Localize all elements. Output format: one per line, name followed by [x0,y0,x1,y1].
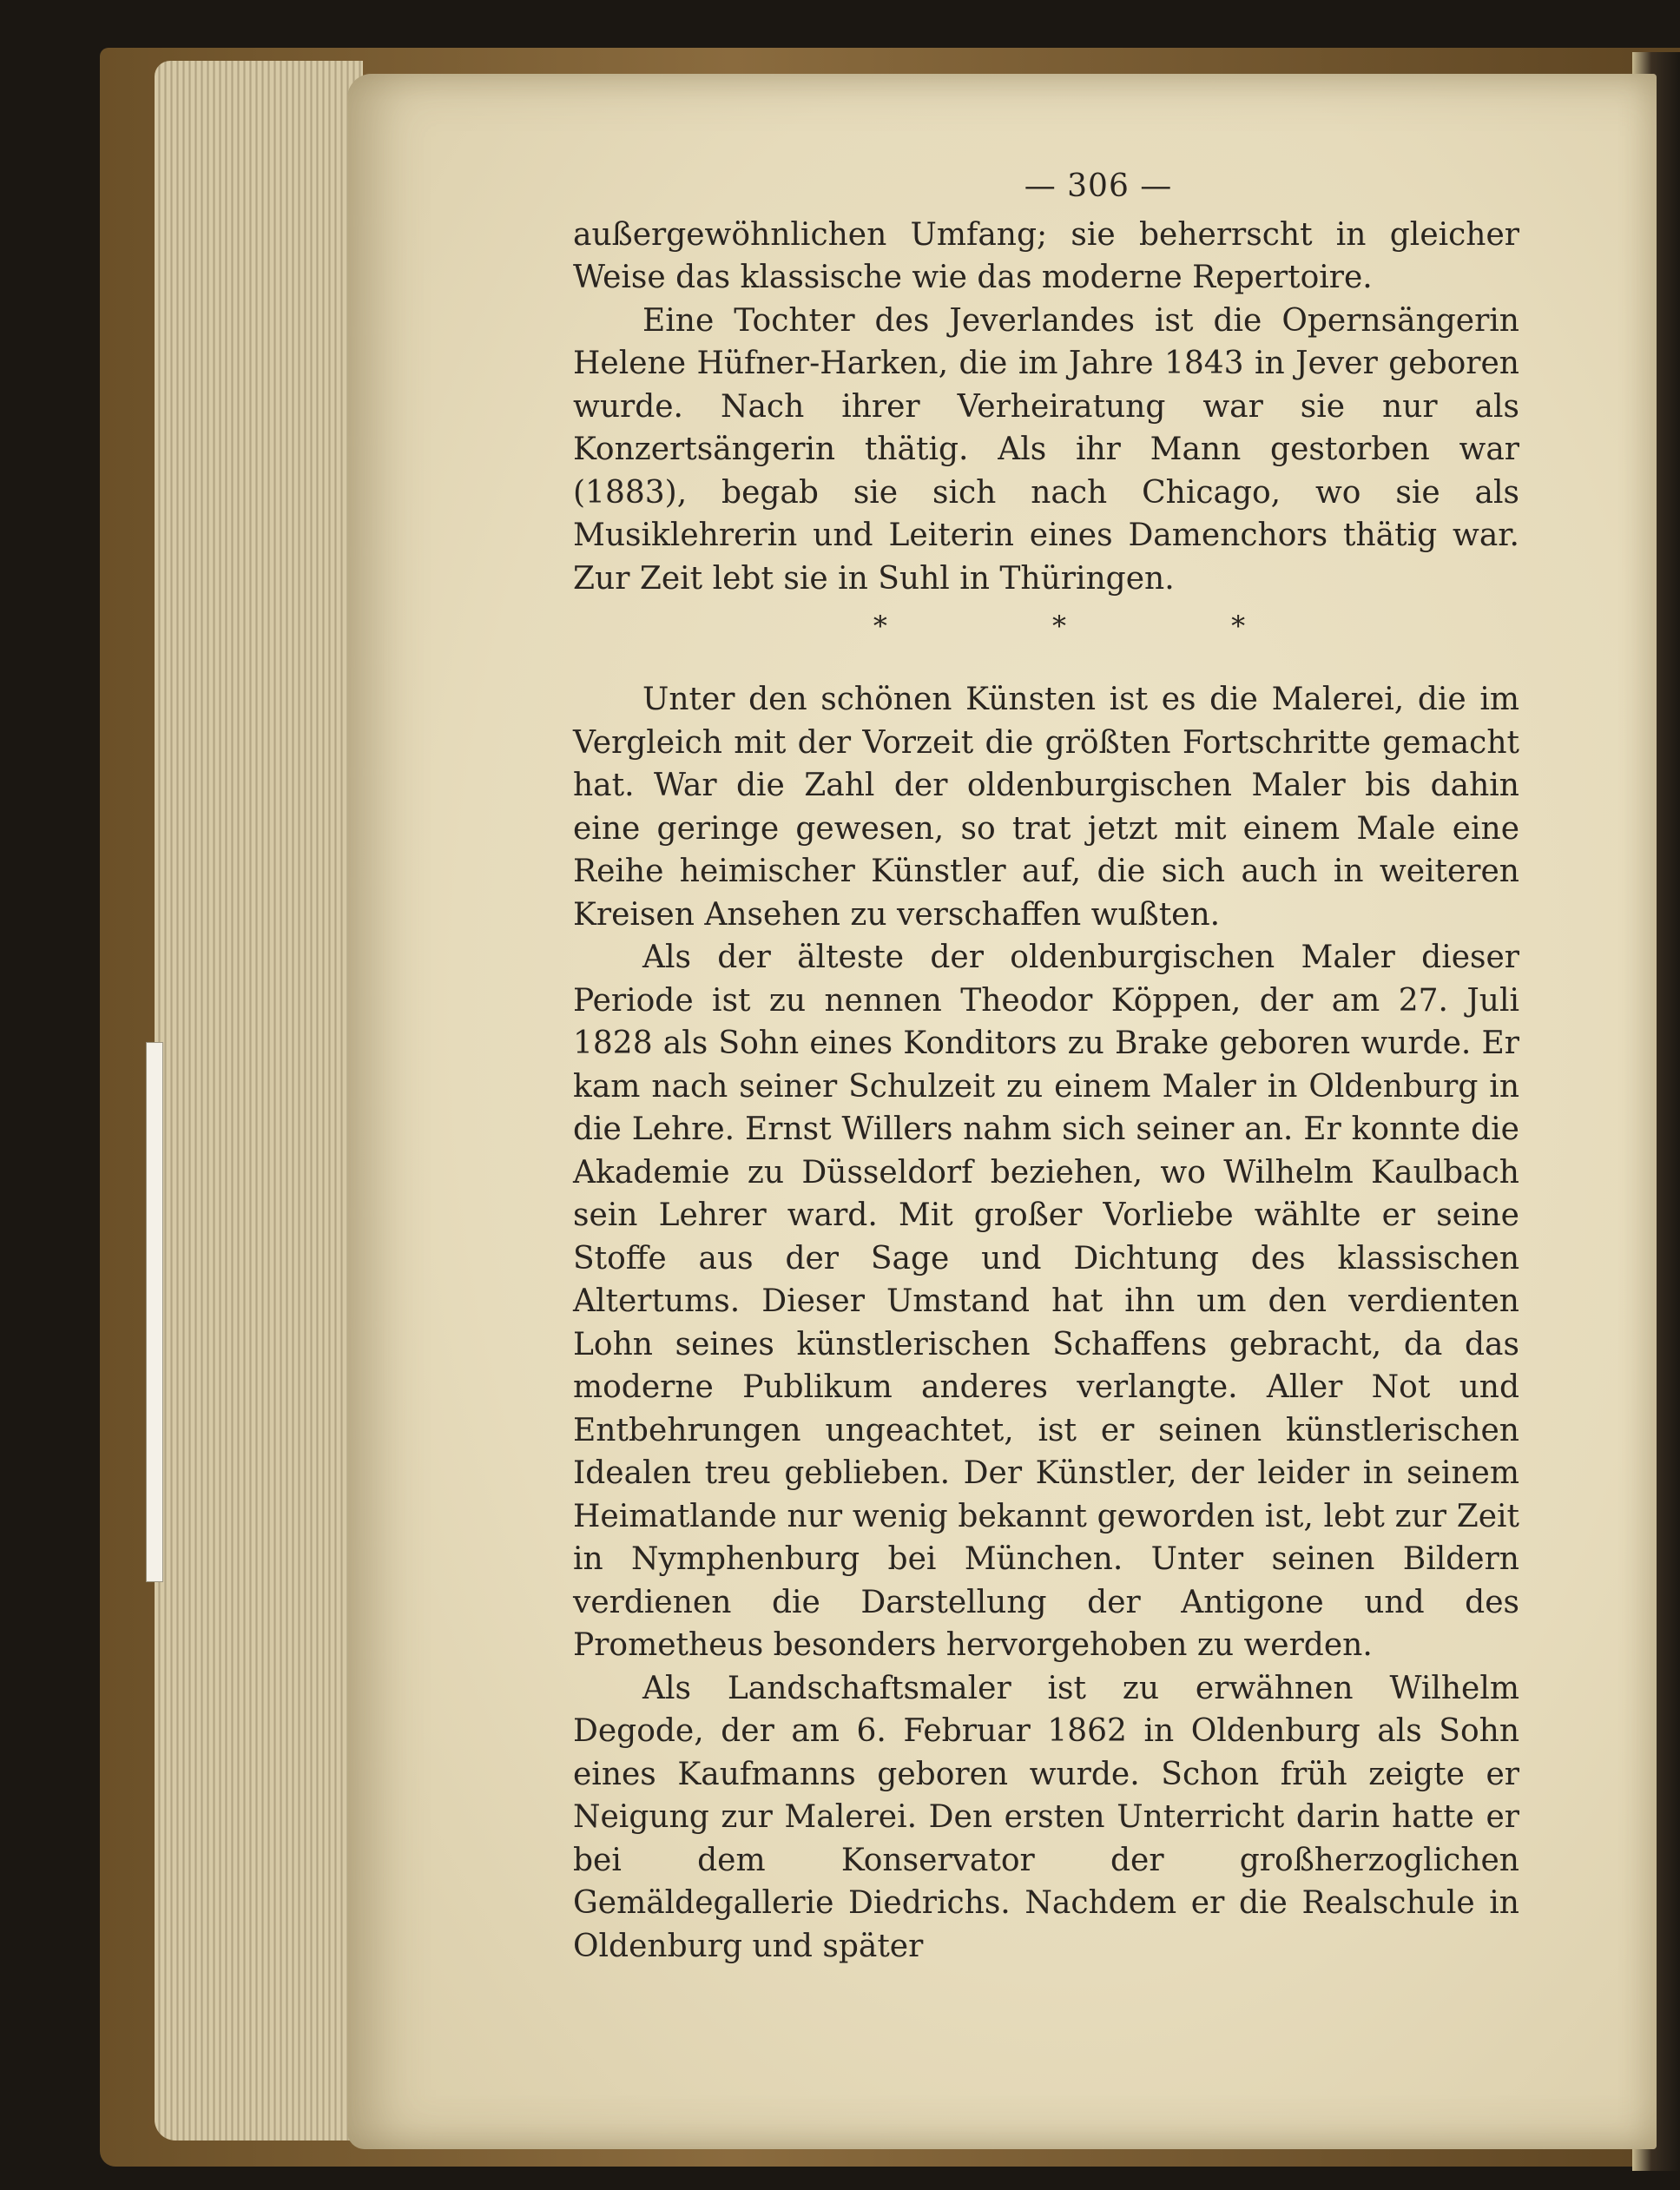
page-text [573,165,1519,1968]
paragraph: Als Landschaftsmaler ist zu erwähnen Wilhelm Degode, der am 6. Februar 1862 in Oldenburg als Sohn eines Kaufmanns geboren wurde. Schon früh zeigte er Neigung zur Malerei. Den ersten Unterricht darin hatte er bei dem Konservator der großherzoglichen Gemäldegallerie Diedrichs. Nachdem er die Realschule in Oldenburg und später [573,1670,1519,1964]
paragraph: Unter den schönen Künsten ist es die Malerei, die im Vergleich mit der Vorzeit die größten Fortschritte gemacht hat. War die Zahl der oldenburgischen Maler bis dahin eine geringe gewesen, so trat jetzt mit einem Male eine Reihe heimischer Künstler auf, die sich auch in weiteren Kreisen Ansehen zu verschaffen wußten. [573,682,1519,933]
bookmark-strip [146,1042,163,1582]
paragraph: Eine Tochter des Jeverlandes ist die Opernsängerin Helene Hüfner-Harken, die im Jahre 1843 in Jever geboren wurde. Nach ihrer Verheiratung war sie nur als Konzertsängerin thätig. Als ihr Mann gestorben war (1883), begab sie sich nach Chicago, wo sie als Musiklehrerin und Leiterin eines Damenchors thätig war. Zur Zeit lebt sie in Suhl in Thüringen. [573,302,1519,597]
paragraph: Als der älteste der oldenburgischen Maler dieser Periode ist zu nennen Theodor Köppen, der am 27. Juli 1828 als Sohn eines Konditors zu Brake geboren wurde. Er kam nach seiner Schulzeit zu einem Maler in Oldenburg in die Lehre. Ernst Willers nahm sich seiner an. Er konnte die Akademie zu Düsseldorf beziehen, wo Wilhelm Kaulbach sein Lehrer ward. Mit großer Vorliebe wählte er seine Stoffe aus der Sage und Dichtung des klassischen Altertums. Dieser Umstand hat ihn um den verdienten Lohn seines künstlerischen Schaffens gebracht, da das moderne Publikum anderes verlangte. Aller Not und Entbehrungen ungeachtet, ist er seinen künstlerischen Idealen treu geblieben. Der Künstler, der leider in seinem Heimatlande nur wenig bekannt geworden ist, lebt zur Zeit in Nymphenburg bei München. Unter seinen Bildern verdienen die Darstellung der Antigone und des Prometheus besonders hervorgehoben zu werden. [573,940,1519,1663]
section-separator: * * * [873,610,1324,643]
page-number: — 306 — [1024,168,1173,204]
paragraph: außergewöhnlichen Umfang; sie beherrscht in gleicher Weise das klassische wie das moderne Repertoire. [573,216,1519,295]
page-edges [155,61,363,2141]
